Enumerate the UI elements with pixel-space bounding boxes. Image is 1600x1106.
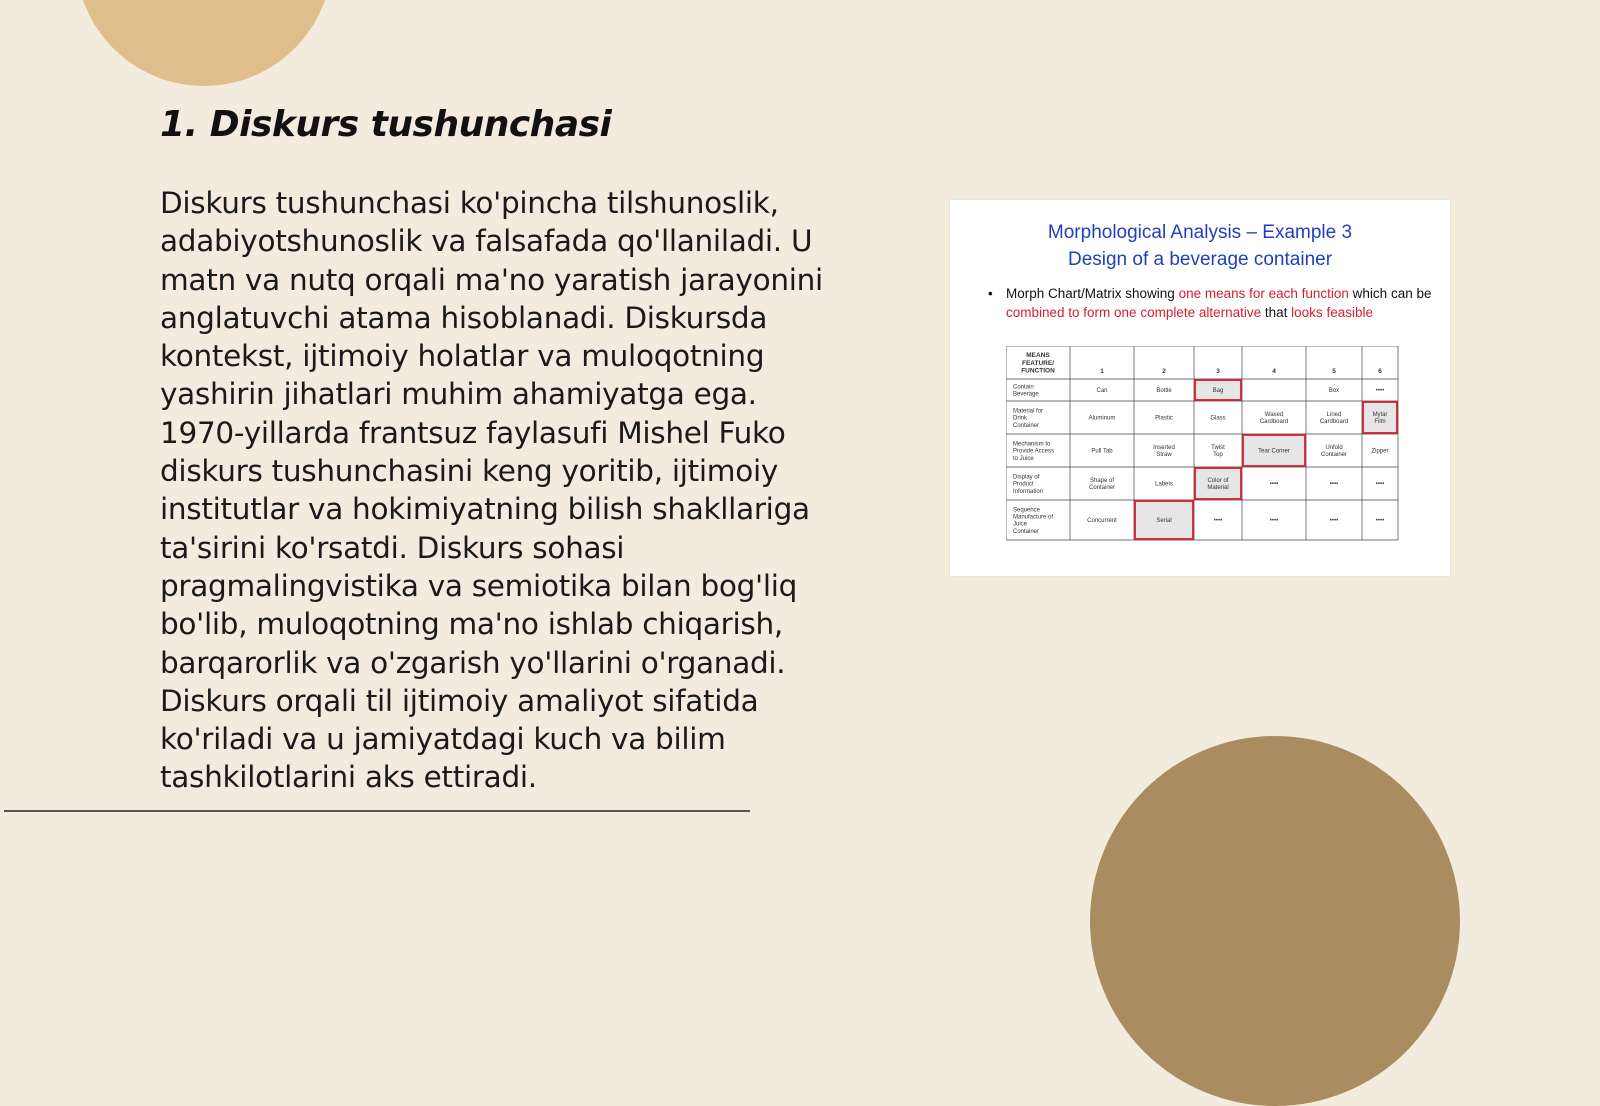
table-cell: Tear Corner [1258,448,1290,455]
figure-bullet [988,285,1436,322]
table-cell: •••• [1269,518,1279,525]
table-cell: •••• [1375,388,1385,395]
morphological-analysis-figure [950,200,1450,576]
table-cell: •••• [1375,481,1385,488]
bullet-text-part: which can be [1348,286,1432,301]
table-cell: Zipper [1371,448,1389,455]
table-cell: Box [1328,388,1340,395]
table-cell: Serial [1156,518,1172,525]
table-column-header: 2 [1162,367,1166,375]
table-cell: •••• [1329,481,1339,488]
table-cell: Lined Cardboard [1319,412,1349,426]
table-cell: Aluminum [1088,415,1116,422]
morph-chart-table [1006,346,1406,546]
bullet-text-part: Morph Chart/Matrix showing [1006,286,1179,301]
table-cell: Bag [1212,388,1224,395]
table-row-function: Material for Drink Container [1013,408,1044,429]
table-cell: •••• [1375,518,1385,525]
table-column-header: 3 [1216,367,1220,375]
bullet-highlight: one means for each function [1178,286,1349,301]
table-cell: Unfold Container [1320,445,1348,459]
bullet-dot-icon: • [988,286,993,301]
table-row-function: Sequence Manufacture of Juice Container [1013,507,1054,535]
decorative-circle-bottom [1090,736,1460,1106]
figure-subtitle: Design of a beverage container [1067,249,1333,270]
table-row-function: Mechanism to Provide Access to Juice [1013,441,1055,462]
table-corner-header: MEANS FEATURE/ FUNCTION [1021,352,1055,375]
table-cell: Inserted Straw [1153,445,1175,459]
table-column-header: 1 [1100,367,1104,375]
table-cell: Color of Material [1207,478,1229,492]
table-column-header: 6 [1378,367,1382,375]
figure-title: Morphological Analysis – Example 3 [1047,222,1353,243]
bullet-highlight: combined to form one complete alternative [1006,304,1262,320]
table-row-function: Contain Beverage [1013,384,1039,398]
bullet-text-part: that [1261,304,1292,320]
slide-body-text: Diskurs tushunchasi ko'pincha tilshunoslik, adabiyotshunoslik va falsafada qo'llaniladi. U matn va nutq orqali ma'no yaratish jarayonini anglatuvchi atama hisoblanadi. Diskursda kontekst, ijtimoiy holatlar va muloqotning yashirin jihatlari muhim ahamiyatga ega. 1970-yillarda frantsuz faylasufi Mishel Fuko diskurs tushunchasini keng yoritib, ijtimoiy institutlar va hokimiyatning bilish shakllariga ta'sirini ko'rsatdi. Diskurs sohasi pragmalingvistika va semiotika bilan bog'liq bo'lib, muloqotning ma'no ishlab chiqarish, barqarorlik va o'zgarish yo'llarini o'rganadi. Diskurs orqali til ijtimoiy amaliyot sifatida ko'riladi va u jamiyatdagi kuch va bilim tashkilotlarini aks ettiradi. [160,186,823,795]
table-cell: Glass [1210,415,1226,422]
table-cell: •••• [1213,518,1223,525]
table-cell: •••• [1329,518,1339,525]
bullet-highlight: looks feasible [1291,304,1373,320]
table-row-function: Display of Product Information [1013,474,1044,495]
table-cell: Can [1096,388,1108,395]
table-cell: Mylar Film [1372,412,1388,426]
table-cell: Bottle [1156,388,1172,395]
horizontal-rule [4,810,750,812]
table-cell: Labels [1155,481,1173,488]
table-cell: Concurrent [1087,518,1117,525]
slide-title: 1. Diskurs tushunchasi [160,104,612,145]
table-cell: Plastic [1155,415,1173,422]
table-cell: •••• [1269,481,1279,488]
table-column-header: 5 [1332,367,1336,375]
table-cell: Pull Tab [1091,448,1113,455]
table-cell: Waxed Cardboard [1259,412,1289,426]
table-cell: Shape of Container [1088,478,1116,492]
table-column-header: 4 [1272,367,1276,375]
decorative-circle-top [76,0,332,86]
table-cell: Twist Top [1211,445,1225,459]
